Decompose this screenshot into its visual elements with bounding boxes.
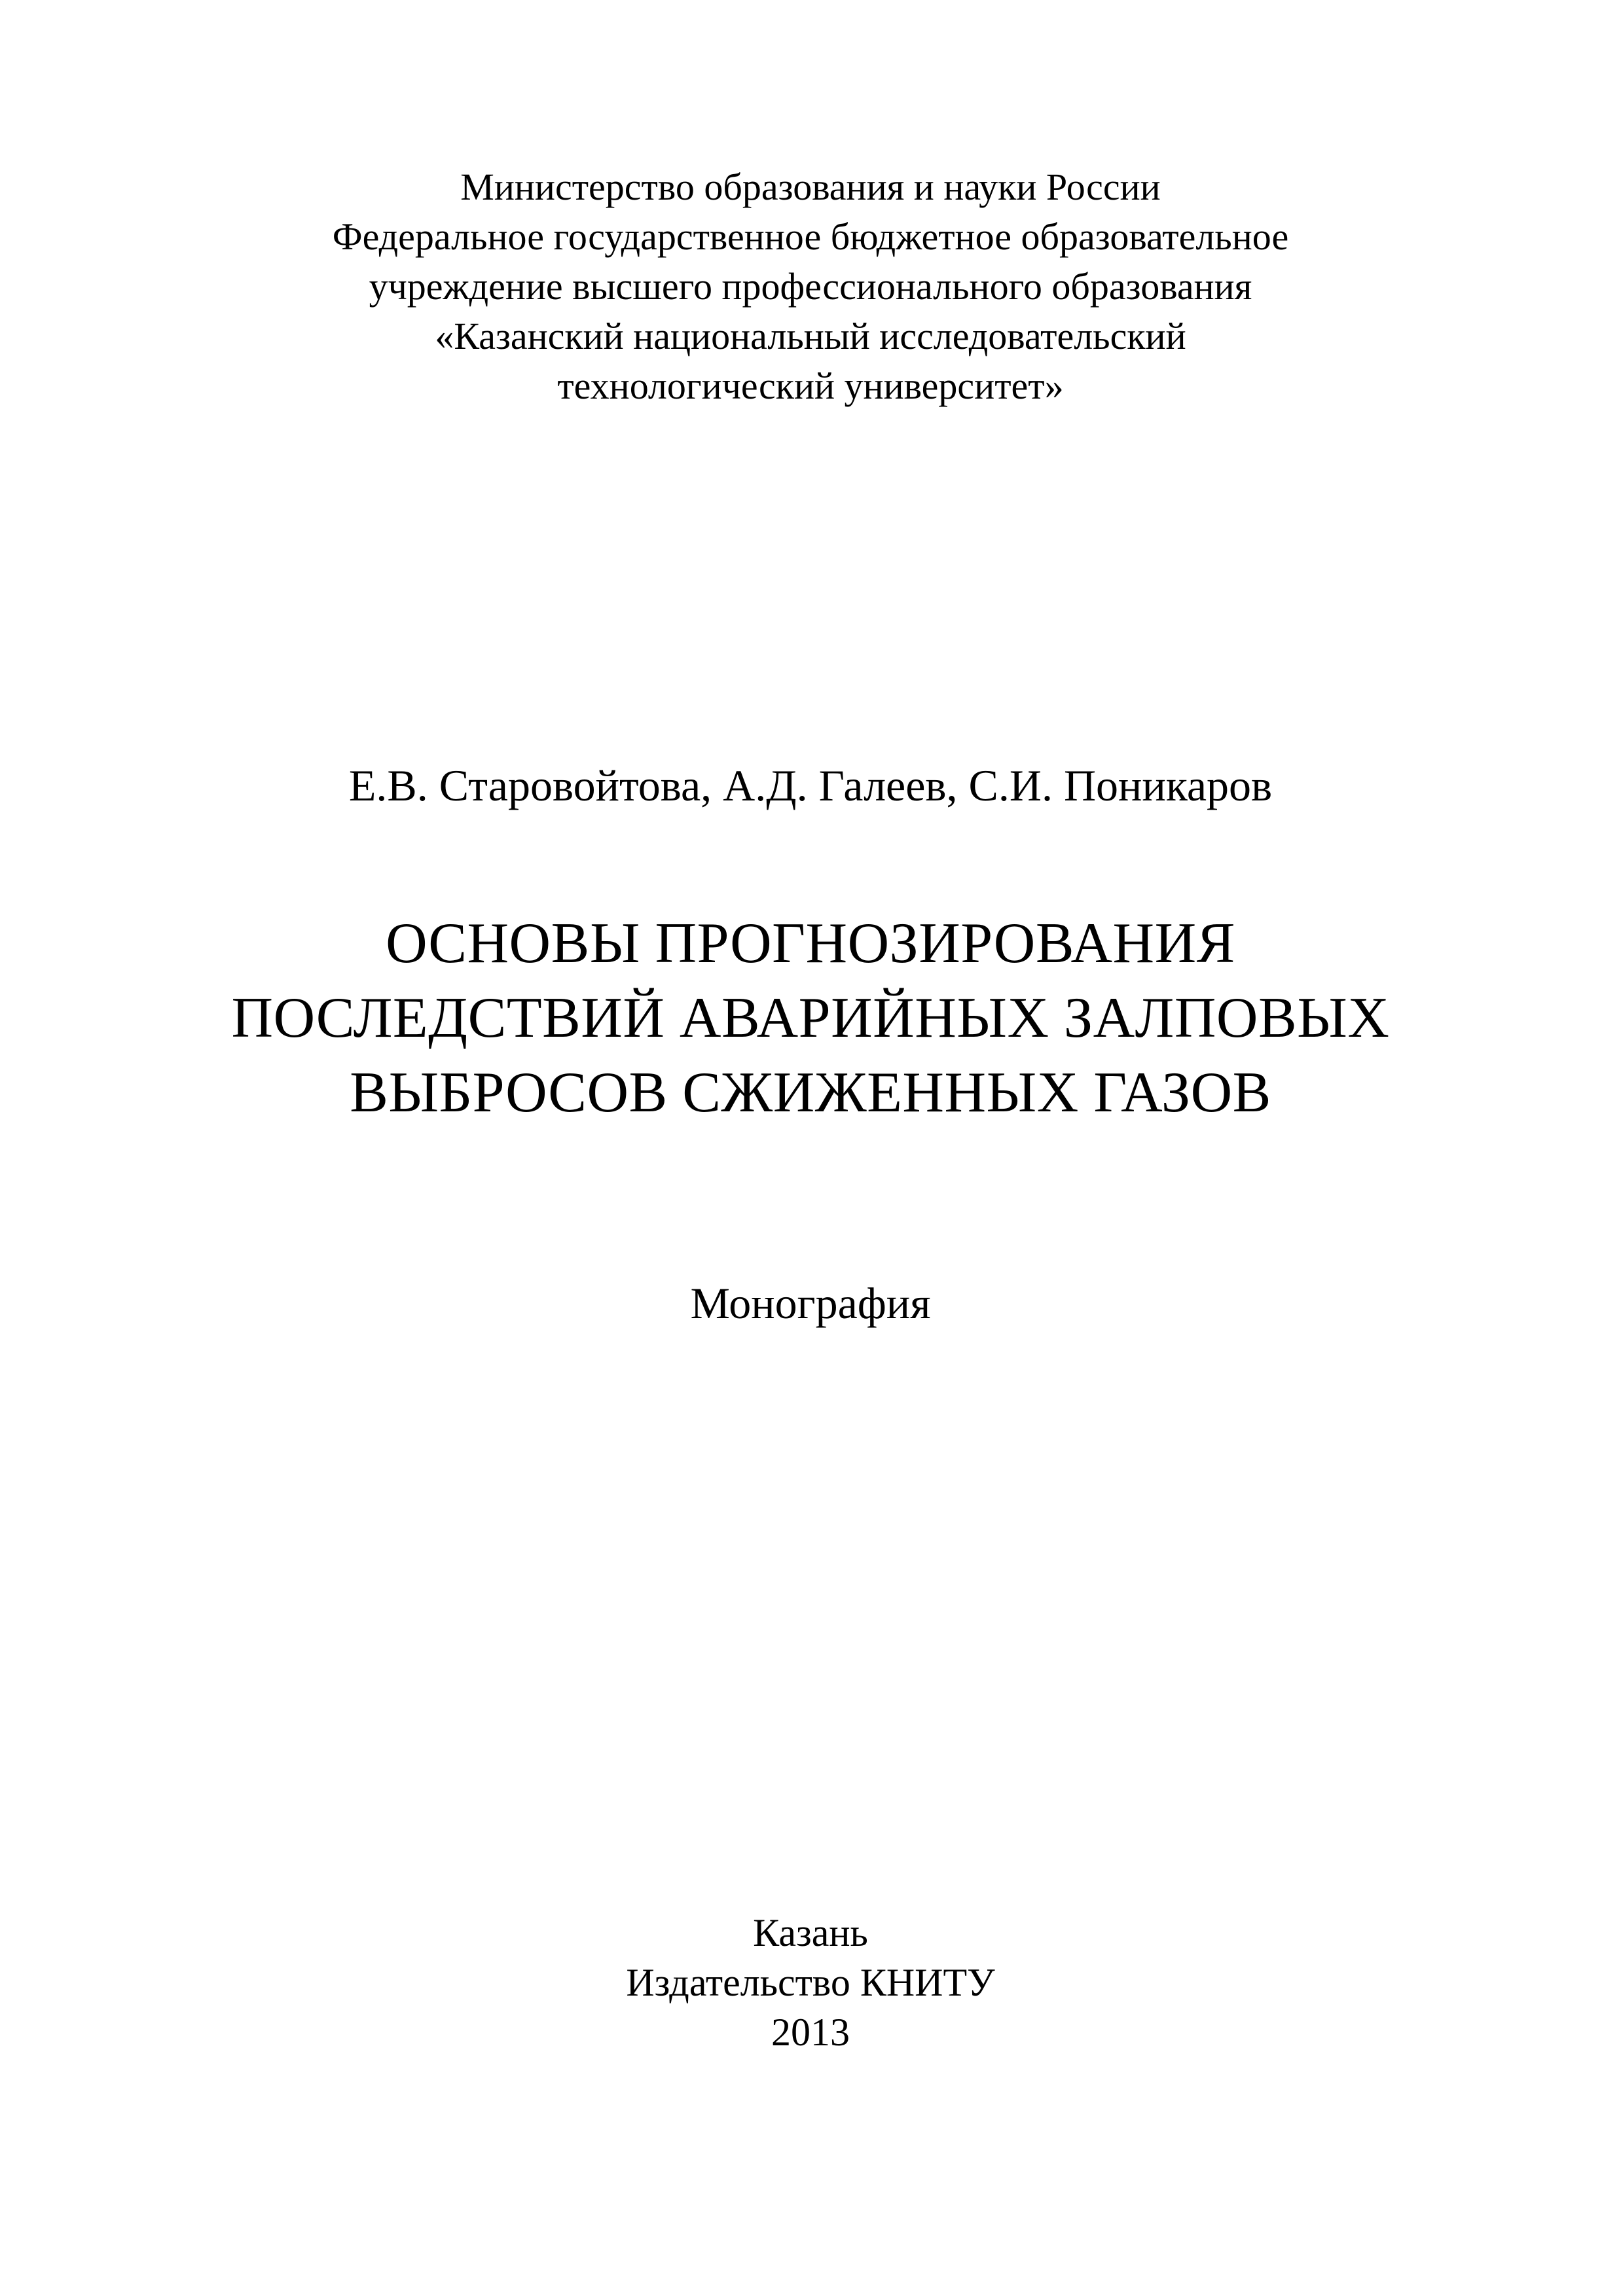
institution-line: «Казанский национальный исследовательский — [435, 315, 1186, 357]
institution-line: Федеральное государственное бюджетное образовательное — [332, 215, 1289, 258]
publication-type: Монография — [690, 1278, 931, 1328]
institution-line: технологический университет» — [557, 365, 1064, 407]
title-line: ОСНОВЫ ПРОГНОЗИРОВАНИЯ — [386, 912, 1235, 975]
institution-header — [0, 162, 1621, 411]
authors: Е.В. Старовойтова, А.Д. Галеев, С.И. Поникаров — [348, 761, 1273, 810]
institution-line: учреждение высшего профессионального образования — [369, 265, 1252, 308]
title-line: ВЫБРОСОВ СЖИЖЕННЫХ ГАЗОВ — [350, 1061, 1271, 1124]
book-title — [0, 906, 1621, 1130]
imprint-publisher: Издательство КНИТУ — [626, 1961, 995, 2004]
imprint-year: 2013 — [771, 2011, 850, 2054]
imprint — [0, 1908, 1621, 2057]
institution-line: Министерство образования и науки России — [460, 166, 1161, 208]
imprint-city: Казань — [753, 1911, 868, 1954]
title-line: ПОСЛЕДСТВИЙ АВАРИЙНЫХ ЗАЛПОВЫХ — [231, 986, 1390, 1050]
